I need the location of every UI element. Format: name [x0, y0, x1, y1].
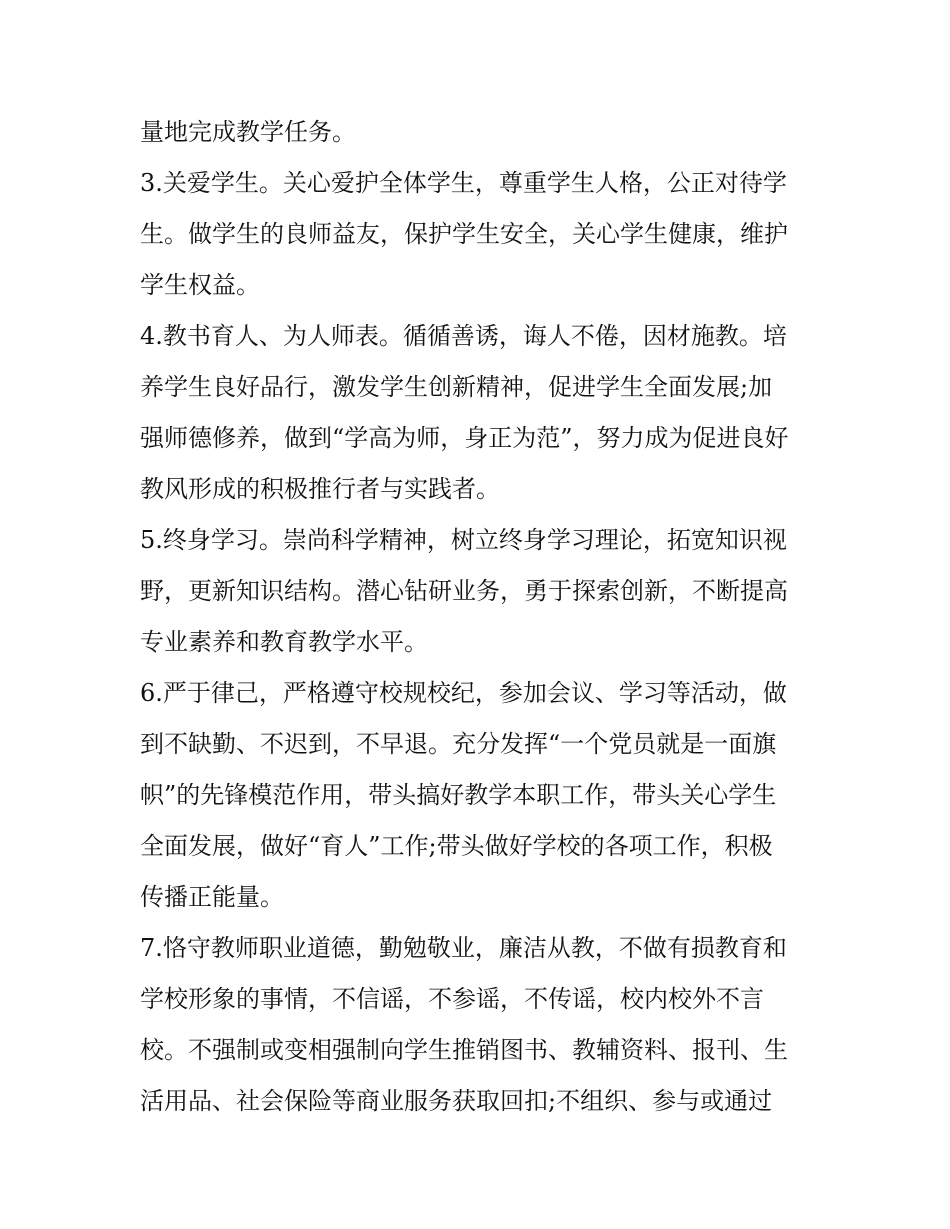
- text-line: 教风形成的积极推行者与实践者。: [140, 475, 500, 503]
- text-line: 5.终身学习。崇尚科学精神，树立终身学习理论，拓宽知识视: [140, 526, 787, 554]
- text-line: 校。不强制或变相强制向学生推销图书、教辅资料、报刊、生: [140, 1036, 788, 1064]
- body-text: [140, 107, 840, 1127]
- text-line: 养学生良好品行，激发学生创新精神，促进学生全面发展;加: [140, 373, 773, 401]
- text-line: 学校形象的事情，不信谣，不参谣，不传谣，校内校外不言: [140, 985, 764, 1013]
- text-line: 7.恪守教师职业道德，勤勉敬业，廉洁从教，不做有损教育和: [140, 934, 787, 962]
- text-line: 3.关爱学生。关心爱护全体学生，尊重学生人格，公正对待学: [140, 169, 787, 197]
- text-line: 到不缺勤、不迟到，不早退。充分发挥“一个党员就是一面旗: [140, 730, 777, 758]
- text-line: 量地完成教学任务。: [140, 118, 356, 146]
- text-line: 传播正能量。: [140, 883, 284, 911]
- text-line: 专业素养和教育教学水平。: [140, 628, 428, 656]
- text-line: 帜”的先锋模范作用，带头搞好教学本职工作，带头关心学生: [140, 781, 777, 809]
- text-line: 4.教书育人、为人师表。循循善诱，诲人不倦，因材施教。培: [140, 322, 787, 350]
- text-line: 活用品、社会保险等商业服务获取回扣;不组织、参与或通过: [140, 1087, 773, 1115]
- text-line: 6.严于律己，严格遵守校规校纪，参加会议、学习等活动，做: [140, 679, 787, 707]
- text-line: 生。做学生的良师益友，保护学生安全，关心学生健康，维护: [140, 220, 788, 248]
- text-line: 全面发展，做好“育人”工作;带头做好学校的各项工作，积极: [140, 832, 773, 860]
- text-line: 学生权益。: [140, 271, 260, 299]
- text-line: 强师德修养，做到“学高为师，身正为范”，努力成为促进良好: [140, 424, 789, 452]
- text-line: 野，更新知识结构。潜心钻研业务，勇于探索创新，不断提高: [140, 577, 788, 605]
